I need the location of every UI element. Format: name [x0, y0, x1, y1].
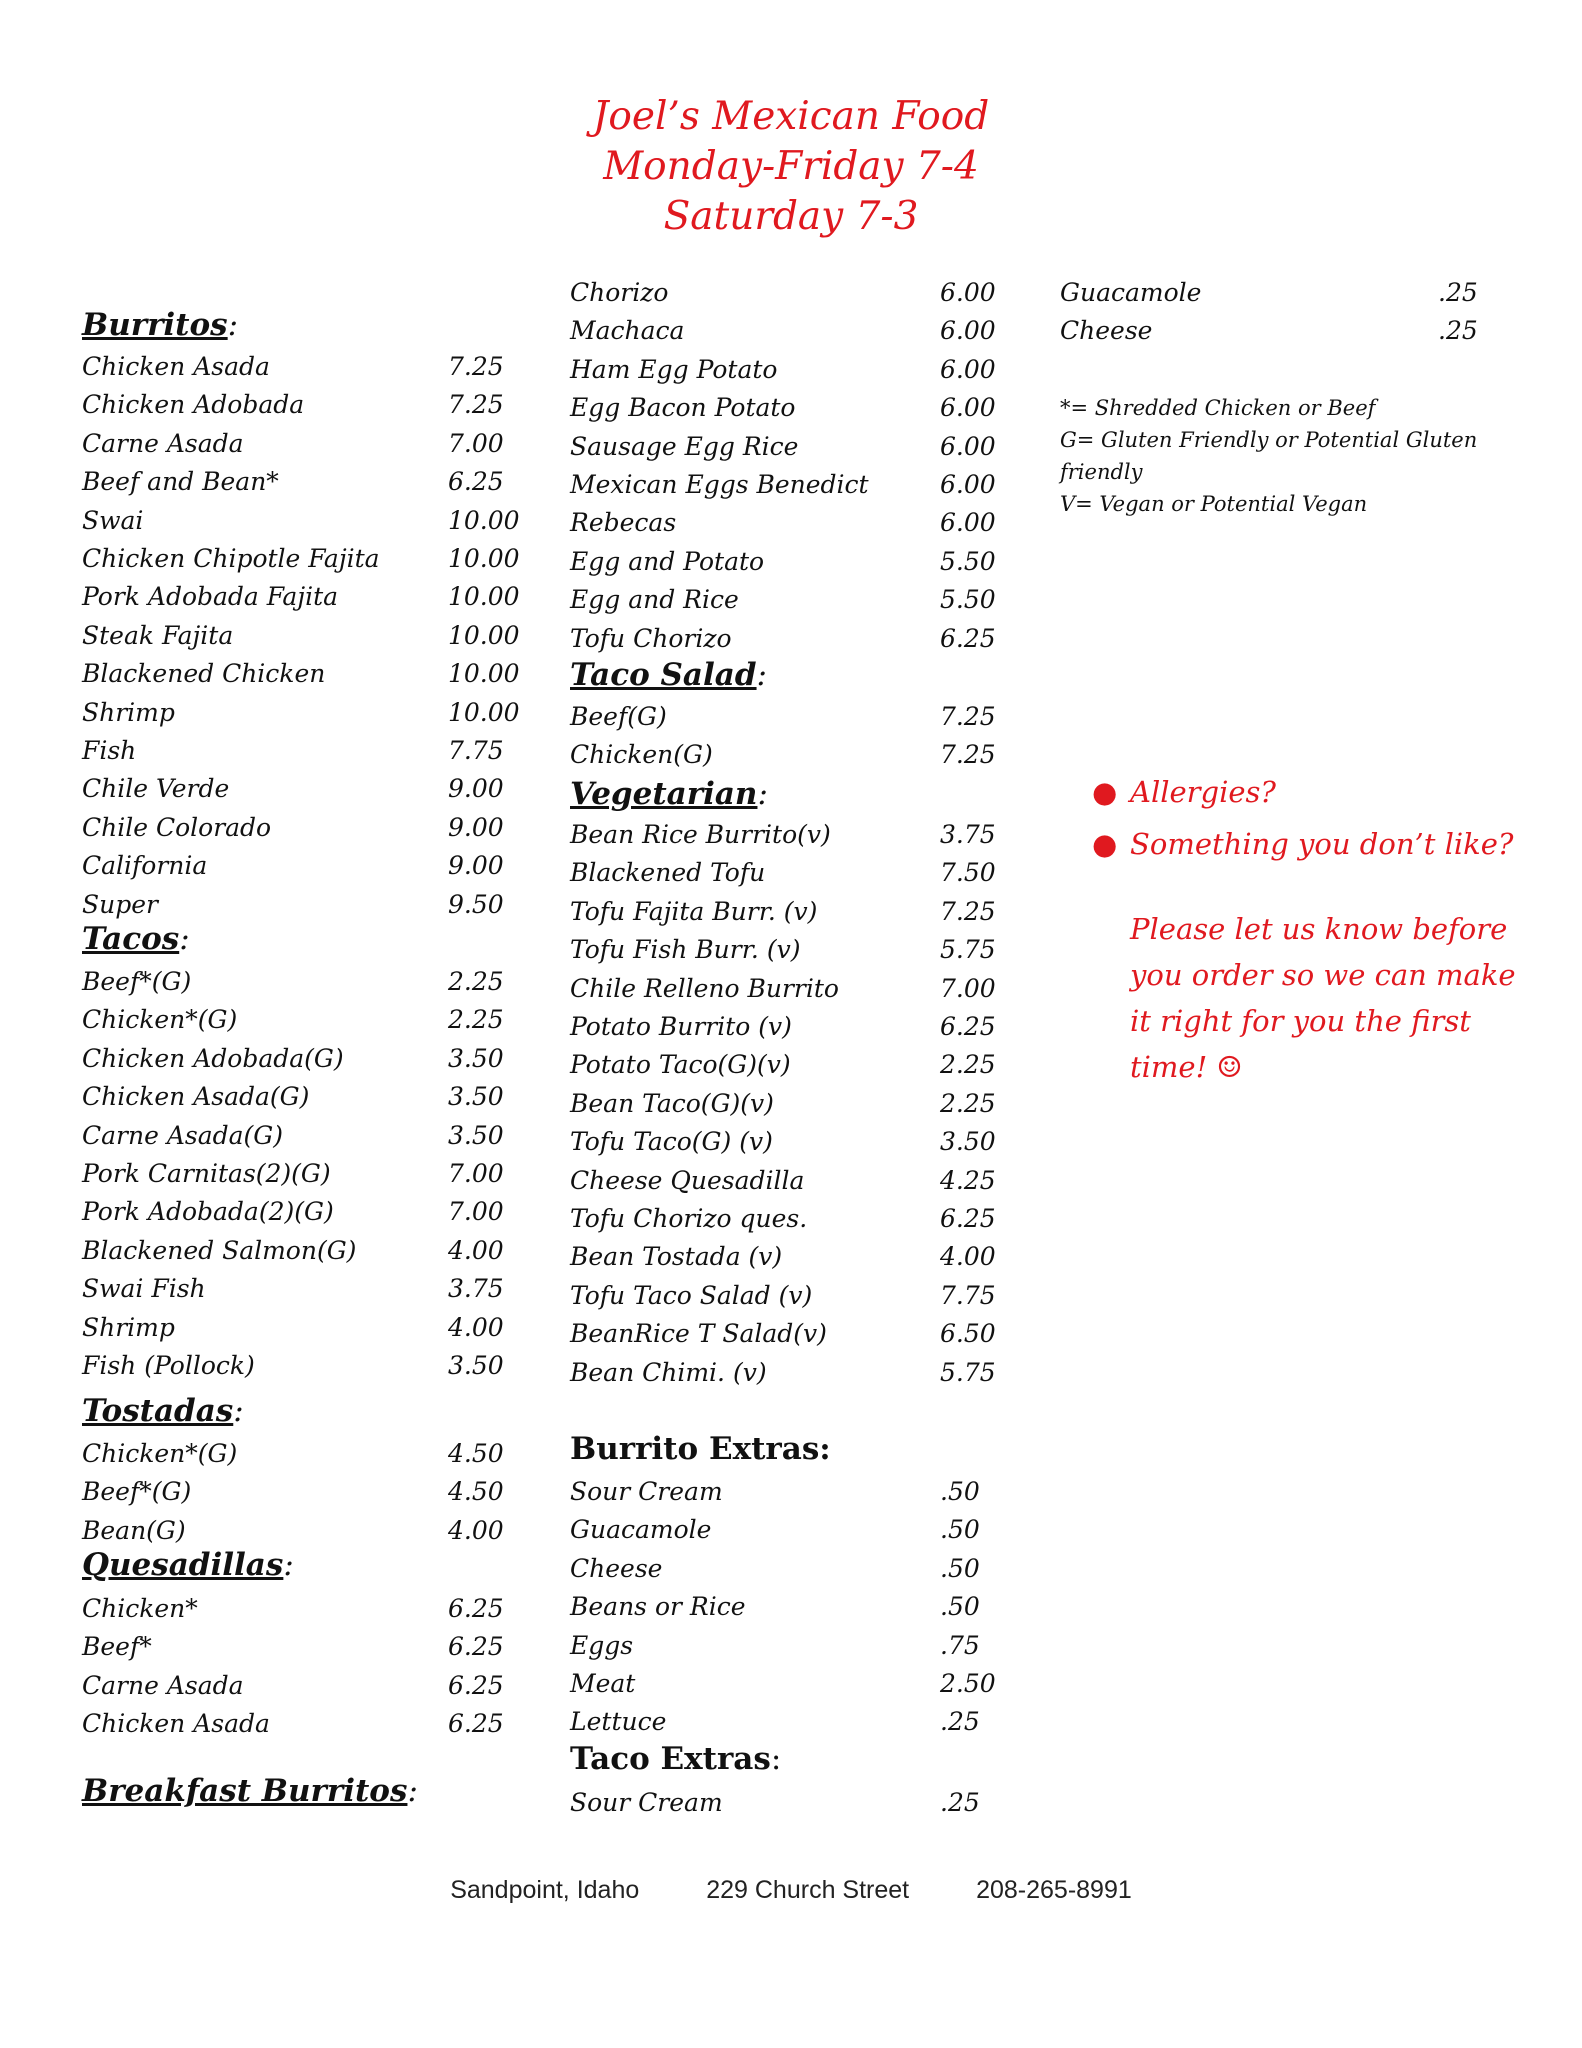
menu-item-price: 6.25: [448, 1670, 504, 1700]
section-title-text: Vegetarian: [570, 776, 758, 812]
menu-item-price: 3.50: [448, 1043, 504, 1073]
menu-item-name: Egg and Potato: [570, 546, 765, 576]
menu-item-price: .25: [940, 1707, 980, 1737]
menu-item-name: Chicken*(G): [82, 1439, 238, 1468]
section-title-burrito-extras: [570, 1430, 831, 1468]
menu-item-price: 10.00: [448, 659, 520, 689]
menu-item-price: 7.25: [448, 390, 504, 420]
menu-item-name: Guacamole: [1060, 278, 1202, 307]
menu-item-name: Chorizo: [570, 278, 669, 307]
menu-item-price: 6.00: [940, 393, 996, 423]
menu-item-name: Tofu Fish Burr. (v): [570, 935, 801, 965]
menu-item-name: Eggs: [570, 1630, 634, 1660]
menu-item-price: 6.25: [940, 1204, 996, 1233]
section-title-taco-extras: Taco Extras:: [570, 1741, 782, 1777]
menu-item-price: 10.00: [448, 697, 520, 727]
menu-item-price: 7.00: [448, 428, 504, 458]
menu-item-price: 6.25: [448, 467, 504, 497]
section-title-text: Tacos: [82, 921, 180, 957]
menu-item-price: .50: [940, 1515, 980, 1545]
menu-item-name: California: [82, 851, 208, 881]
menu-item-price: 3.75: [448, 1274, 504, 1304]
menu-item-price: 7.00: [940, 973, 996, 1003]
menu-item-name: Steak Fajita: [82, 620, 234, 650]
section-title-text: Taco Extras: [570, 1741, 771, 1777]
menu-item-name: BeanRice T Salad(v): [570, 1319, 827, 1349]
section-title-text: Quesadillas: [82, 1547, 284, 1583]
menu-item-price: .25: [1438, 316, 1478, 346]
menu-item-name: Fish (Pollock): [82, 1351, 255, 1380]
menu-item-price: 6.00: [940, 431, 996, 461]
menu-item-name: Potato Taco(G)(v): [570, 1050, 791, 1080]
menu-item-price: 2.25: [448, 1005, 504, 1035]
section-title-quesadillas: Quesadillas:: [82, 1547, 294, 1583]
menu-item-price: 6.25: [940, 1012, 996, 1041]
menu-item-name: Sausage Egg Rice: [570, 431, 799, 461]
menu-item-price: 6.50: [940, 1319, 996, 1349]
menu-item-price: 10.00: [448, 544, 520, 573]
menu-item-name: Chicken Asada(G): [82, 1082, 310, 1112]
bullet-icon: ●: [1092, 827, 1118, 861]
section-title-breakfast: Breakfast Burritos:: [82, 1773, 418, 1809]
menu-item-name: Chile Colorado: [82, 812, 272, 842]
allergy-question-text: Allergies?: [1130, 775, 1276, 809]
menu-item-price: 7.75: [940, 1280, 996, 1310]
menu-item-name: Beef*(G): [82, 967, 192, 996]
menu-item-price: 6.00: [940, 278, 996, 307]
menu-item-price: 7.50: [940, 858, 996, 888]
menu-item-price: 10.00: [448, 620, 520, 650]
menu-item-name: Bean(G): [82, 1515, 186, 1545]
legend-gluten: G= Gluten Friendly or Potential Gluten friendly: [1060, 428, 1478, 484]
footer: [0, 1876, 1582, 1905]
menu-item-name: Beef(G): [570, 702, 667, 731]
menu-item-name: Bean Tostada (v): [570, 1242, 783, 1272]
menu-item-name: Mexican Eggs Benedict: [570, 470, 869, 499]
menu-item-name: Chicken*(G): [82, 1005, 238, 1035]
menu-item-price: 4.00: [448, 1235, 504, 1265]
menu-item-name: Shrimp: [82, 1312, 175, 1342]
menu-item-price: 7.25: [940, 896, 996, 926]
section-title-text: Burritos: [82, 307, 228, 343]
menu-item-name: Chicken Adobada(G): [82, 1043, 344, 1073]
menu-item-name: Chile Relleno Burrito: [570, 973, 839, 1003]
menu-item-name: Egg and Rice: [570, 585, 739, 615]
legend-vegan: V= Vegan or Potential Vegan: [1060, 492, 1368, 516]
menu-item-price: 6.25: [448, 1709, 504, 1739]
menu-item-price: 6.25: [940, 623, 996, 653]
menu-item-name: Tofu Taco Salad (v): [570, 1280, 813, 1310]
menu-item-price: 4.00: [448, 1515, 504, 1545]
menu-item-price: 7.00: [448, 1197, 504, 1227]
menu-item-name: Shrimp: [82, 697, 175, 727]
menu-item-name: Tofu Chorizo ques.: [570, 1204, 808, 1233]
menu-item-price: 7.00: [448, 1159, 504, 1188]
menu-item-name: Rebecas: [570, 508, 677, 538]
menu-item-name: Chicken Asada: [82, 352, 270, 381]
menu-item-price: 9.00: [448, 812, 504, 842]
menu-item-price: 5.75: [940, 935, 996, 965]
menu-item-name: Cheese: [1060, 316, 1153, 346]
menu-item-name: Tofu Chorizo: [570, 623, 732, 653]
menu-item-price: 10.00: [448, 582, 520, 612]
menu-item-name: Chicken Asada: [82, 1709, 270, 1739]
menu-item-price: .50: [940, 1477, 980, 1506]
allergy-message: Please let us know before you order so we can make it right for you the first time! ☺: [1130, 912, 1516, 1084]
menu-item-name: Pork Carnitas(2)(G): [82, 1159, 331, 1188]
menu-item-name: Blackened Chicken: [82, 659, 326, 689]
menu-item-name: Ham Egg Potato: [570, 354, 778, 384]
menu-item-price: 4.00: [940, 1242, 996, 1272]
menu-item-price: 2.25: [940, 1050, 996, 1080]
menu-item-name: Chicken Chipotle Fajita: [82, 544, 380, 573]
menu-item-price: 5.50: [940, 585, 996, 615]
menu-item-price: 6.00: [940, 470, 996, 499]
section-title-burritos: Burritos:: [82, 307, 239, 343]
menu-item-price: 6.00: [940, 508, 996, 538]
footer-city: Sandpoint, Idaho: [450, 1876, 640, 1904]
menu-item-price: 3.50: [448, 1351, 504, 1380]
menu-item-name: Blackened Salmon(G): [82, 1235, 357, 1265]
footer-phone: 208-265-8991: [976, 1876, 1132, 1904]
menu-item-price: 3.75: [940, 820, 996, 849]
menu-item-price: 7.75: [448, 736, 504, 765]
section-title-vegetarian: Vegetarian:: [570, 776, 768, 812]
menu-item-name: Beef*: [82, 1632, 152, 1662]
menu-item-price: 9.00: [448, 774, 504, 804]
menu-item-price: 2.25: [448, 967, 504, 996]
section-title-text: Breakfast Burritos: [82, 1773, 408, 1809]
menu-item-name: Carne Asada: [82, 428, 244, 458]
menu-item-name: Bean Chimi. (v): [570, 1357, 767, 1387]
menu-item-price: 4.00: [448, 1312, 504, 1342]
menu-item-price: .25: [1438, 278, 1478, 307]
menu-item-price: 3.50: [940, 1127, 996, 1157]
legend: [1060, 392, 1510, 520]
menu-item-name: Swai Fish: [82, 1274, 206, 1304]
menu-item-name: Swai: [82, 505, 144, 535]
dislike-question: [1092, 822, 1540, 866]
menu-item-price: .75: [940, 1630, 980, 1660]
section-title-text: Burrito Extras:: [570, 1431, 831, 1467]
section-title-taco-salad: Taco Salad:: [570, 657, 767, 693]
menu-item-price: 4.50: [448, 1439, 504, 1468]
menu-item-price: 6.00: [940, 316, 996, 346]
menu-item-name: Super: [82, 889, 158, 919]
menu-item-name: Beans or Rice: [570, 1592, 746, 1622]
menu-item-price: 10.00: [448, 505, 520, 535]
menu-item-name: Beef and Bean*: [82, 467, 279, 497]
weekday-hours: Monday-Friday 7-4: [603, 144, 979, 189]
menu-item-name: Lettuce: [570, 1707, 667, 1737]
menu-item-name: Pork Adobada Fajita: [82, 582, 339, 612]
menu-item-name: Sour Cream: [570, 1788, 723, 1817]
dislike-question-text: Something you don’t like?: [1130, 827, 1514, 861]
menu-item-name: Chicken Adobada: [82, 390, 305, 420]
menu-item-name: Tofu Taco(G) (v): [570, 1127, 773, 1157]
menu-item-price: .25: [940, 1788, 980, 1817]
menu-item-price: 3.50: [448, 1120, 504, 1150]
menu-item-name: Chile Verde: [82, 774, 230, 804]
restaurant-name: Joel’s Mexican Food: [592, 94, 990, 139]
menu-item-price: 2.25: [940, 1088, 996, 1118]
menu-item-price: 3.50: [448, 1082, 504, 1112]
menu-item-price: 7.25: [940, 702, 996, 731]
menu-item-name: Chicken(G): [570, 740, 713, 770]
saturday-hours: Saturday 7-3: [663, 194, 919, 239]
menu-item-price: 6.25: [448, 1632, 504, 1662]
menu-item-name: Machaca: [570, 316, 685, 346]
menu-header: [0, 92, 1582, 242]
menu-item-name: Guacamole: [570, 1515, 712, 1545]
menu-item-name: Chicken*: [82, 1594, 198, 1623]
legend-shredded: *= Shredded Chicken or Beef: [1060, 396, 1376, 420]
menu-item-price: 4.50: [448, 1477, 504, 1507]
menu-item-price: .50: [940, 1592, 980, 1622]
menu-item-price: 9.00: [448, 851, 504, 881]
section-title-tacos: Tacos:: [82, 921, 190, 957]
section-title-text: Taco Salad: [570, 657, 757, 693]
menu-item-price: 5.75: [940, 1357, 996, 1387]
menu-item-name: Egg Bacon Potato: [570, 393, 796, 423]
footer-address: 229 Church Street: [706, 1876, 910, 1904]
menu-item-name: Meat: [570, 1669, 636, 1698]
menu-item-price: 7.25: [448, 352, 504, 381]
menu-item-price: 6.00: [940, 354, 996, 384]
menu-item-price: 2.50: [940, 1669, 996, 1698]
section-title-tostadas: Tostadas:: [82, 1393, 244, 1429]
menu-item-price: 4.25: [940, 1165, 996, 1195]
menu-item-price: 6.25: [448, 1594, 504, 1623]
menu-item-name: Carne Asada(G): [82, 1120, 284, 1150]
menu-item-name: Bean Taco(G)(v): [570, 1088, 774, 1118]
menu-item-price: 9.50: [448, 889, 504, 919]
allergy-question: [1092, 770, 1540, 814]
menu-item-name: Cheese Quesadilla: [570, 1165, 805, 1195]
menu-item-price: 5.50: [940, 546, 996, 576]
section-title-text: Tostadas: [82, 1393, 234, 1429]
menu-item-name: Tofu Fajita Burr. (v): [570, 896, 818, 926]
allergy-notice: [1092, 770, 1540, 1090]
menu-item-name: Sour Cream: [570, 1477, 723, 1506]
menu-item-name: Potato Burrito (v): [570, 1012, 792, 1041]
menu-item-price: 7.25: [940, 740, 996, 770]
menu-item-name: Pork Adobada(2)(G): [82, 1197, 334, 1227]
menu-item-name: Carne Asada: [82, 1670, 244, 1700]
menu-item-name: Beef*(G): [82, 1477, 192, 1507]
menu-item-name: Bean Rice Burrito(v): [570, 820, 831, 849]
menu-item-name: Cheese: [570, 1553, 663, 1583]
bullet-icon: ●: [1092, 775, 1118, 809]
menu-item-name: Fish: [82, 736, 137, 765]
menu-item-name: Blackened Tofu: [570, 858, 766, 888]
menu-item-price: .50: [940, 1553, 980, 1583]
